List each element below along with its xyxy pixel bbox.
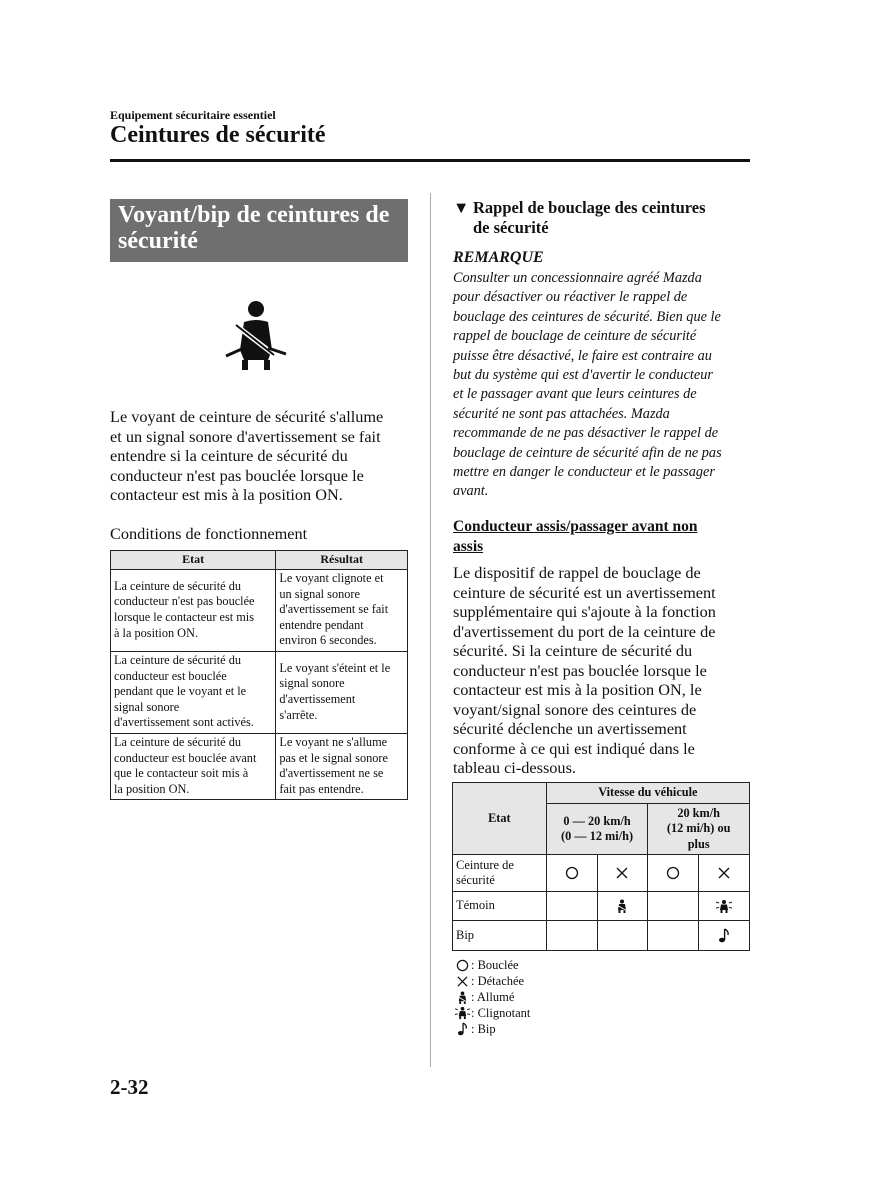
legend-label-clignotant: : Clignotant [471,1006,531,1020]
music-note-icon [453,1022,471,1036]
resultat-cell [276,570,408,652]
sub-heading [453,517,753,556]
remarque-line: Consulter un concessionnaire agréé Mazda [453,270,702,286]
resultat-cell [276,733,408,799]
cell-line: environ 6 secondes. [279,633,377,648]
para-line: ceinture de sécurité est un avertissement [453,582,716,602]
right-heading-line1: Rappel de bouclage des ceintures [473,198,706,217]
cell-line: La ceinture de sécurité du [114,652,242,667]
legend-label-boucle: : Bouclée [471,958,519,972]
sym-cell [648,892,699,921]
seatbelt-lit-icon [453,991,471,1004]
row-label-line: sécurité [456,873,495,887]
section-title-box [110,199,408,262]
speed2-line: (12 mi/h) ou [666,821,731,836]
sym-cell [699,855,750,892]
speed1-line: 0 — 20 km/h [563,813,631,828]
para-line: voyant/signal sonore des ceintures de [453,699,697,719]
sym-cell [699,921,750,951]
sym-cell [648,855,699,892]
intro-line: conducteur n'est pas bouclée lorsque le [110,465,364,485]
page-number: 2-32 [110,1075,149,1099]
cell-line: signal sonore [114,699,180,714]
cell-line: entendre pendant [279,617,364,632]
cross-unbuckled-icon [453,975,471,988]
speed2-line: 20 km/h [677,805,721,820]
etat-cell [111,570,276,652]
table-header-row [111,551,408,570]
speed2-line: plus [687,836,710,851]
speed-etat-header: Etat [453,783,547,855]
remarque-line: rappel de bouclage de ceinture de sécurité [453,328,697,345]
seatbelt-lit-icon [616,899,628,913]
remarque-line: but du système qui est d'avertir le conducteur [453,367,713,384]
cell-line: Le voyant clignote et [279,571,384,585]
legend-row [453,989,530,1005]
right-heading-line2: de sécurité [473,218,549,237]
intro-line: et un signal sonore d'avertissement se fait [110,426,381,446]
resultat-header: Résultat [276,551,408,570]
sym-cell [597,855,648,892]
seatbelt-blinking-icon [453,1006,471,1020]
etat-header: Etat [111,551,276,570]
circle-buckled-icon [666,866,680,880]
legend-label-allume: : Allumé [471,990,515,1004]
legend [453,957,530,1037]
column-divider [430,193,431,1067]
cross-unbuckled-icon [717,866,731,880]
remarque-line: puisse être désactivé, le faire est contraire au [453,347,712,364]
para-line: sécurité déclenche un avertissement [453,719,687,738]
speed1-line: (0 — 12 mi/h) [561,829,634,843]
para-line: conducteur n'est pas bouclée lorsque le [453,660,707,680]
sub-heading-line1: Conducteur assis/passager avant non [453,518,698,535]
table-row [111,651,408,733]
section-title-line1: Voyant/bip de ceintures de [118,202,390,228]
music-note-icon [718,928,730,943]
cell-line: s'arrête. [279,707,318,722]
cell-line: La ceinture de sécurité du [114,578,242,593]
cell-line: d'avertissement sont activés. [114,715,254,730]
row-label-line: Ceinture de [456,857,514,872]
row-label-ceinture [453,855,547,892]
legend-label-detache: : Détachée [471,974,525,988]
remarque-line: pour désactiver ou réactiver le rappel de [453,289,688,306]
right-heading [453,198,753,238]
etat-cell [111,651,276,733]
etat-cell [111,733,276,799]
para-line: contacteur est mis à la position ON, le [453,680,702,699]
sym-cell [648,921,699,951]
cell-line: d'avertissement ne se [279,766,384,781]
row-label-bip: Bip [453,921,547,951]
remarque-line: avant. [453,483,489,500]
para-line: tableau ci-dessous. [453,758,576,777]
triangle-down-icon: ▼ [453,198,470,217]
sym-cell [546,855,597,892]
sym-cell [699,892,750,921]
header-section-label: Equipement sécuritaire essentiel [110,108,276,122]
legend-row [453,957,530,973]
remarque-line: sécurité ne sont pas attachées. Mazda [453,405,670,422]
cell-line: conducteur n'est pas bouclée [114,594,255,609]
table-row [111,733,408,799]
table-row [111,570,408,652]
remarque-text [453,269,753,502]
intro-paragraph [110,407,410,505]
seatbelt-warning-icon [222,298,288,370]
cell-line: à la position ON. [114,625,199,640]
cell-line: pendant que le voyant et le [114,684,247,699]
para-line: conforme à ce qui est indiqué dans le [453,738,695,758]
cell-line: un signal sonore [279,586,360,601]
cell-line: Le voyant s'éteint et le [279,660,391,675]
seatbelt-blinking-icon [716,899,732,914]
sub-heading-line2: assis [453,537,484,555]
conditions-table [110,550,408,800]
remarque-line: mettre en danger le conducteur et le passager [453,464,715,481]
sym-cell [597,892,648,921]
cell-line: la position ON. [114,781,190,796]
intro-line: entendre si la ceinture de sécurité du [110,446,348,465]
para-line: Le dispositif de rappel de bouclage de [453,563,701,582]
intro-line: Le voyant de ceinture de sécurité s'allume [110,407,384,426]
sym-cell [546,921,597,951]
cell-line: que le contacteur soit mis à [114,766,249,781]
table-row [453,855,750,892]
sym-cell [546,892,597,921]
cell-line: conducteur est bouclée [114,668,227,683]
table-row [453,892,750,921]
speed-table-header-row [453,783,750,804]
intro-line: contacteur est mis à la position ON. [110,485,343,504]
legend-label-bip: : Bip [471,1022,496,1036]
cell-line: fait pas entendre. [279,781,364,796]
circle-buckled-icon [565,866,579,880]
legend-row [453,1021,530,1037]
cell-line: lorsque le contacteur est mis [114,609,255,624]
row-label-temoin: Témoin [453,892,547,921]
remarque-line: et le passager avant que leurs ceintures de [453,386,697,403]
page-title: Ceintures de sécurité [110,122,326,148]
para-line: sécurité. Si la ceinture de sécurité du [453,641,693,660]
cell-line: pas et le signal sonore [279,750,388,765]
sym-cell [597,921,648,951]
cell-line: conducteur est bouclée avant [114,750,257,765]
speed-table [452,782,750,951]
para-line: d'avertissement du port de la ceinture de [453,621,716,641]
legend-row [453,973,530,989]
cell-line: signal sonore [279,676,345,691]
legend-row [453,1005,530,1021]
header-rule [110,159,750,162]
speed-range-1-header [546,804,648,855]
remarque-line: recommande de ne pas désactiver le rappel de [453,425,719,442]
conditions-label: Conditions de fonctionnement [110,524,308,543]
table-row [453,921,750,951]
right-paragraph [453,563,753,778]
resultat-cell [276,651,408,733]
vitesse-header: Vitesse du véhicule [546,783,749,804]
cell-line: La ceinture de sécurité du [114,734,242,749]
section-title-line2: sécurité [118,228,198,254]
cell-line: d'avertissement se fait [279,602,389,617]
cross-unbuckled-icon [615,866,629,880]
remarque-line: bouclage de ceinture de sécurité afin de ne pas [453,444,722,461]
remarque-line: bouclage des ceintures de sécurité. Bien que le [453,308,721,325]
cell-line: Le voyant ne s'allume [279,734,388,749]
para-line: supplémentaire qui s'ajoute à la fonction [453,602,716,621]
speed-range-2-header [648,804,750,855]
cell-line: d'avertissement [279,691,356,706]
remarque-title: REMARQUE [453,249,544,266]
circle-buckled-icon [453,959,471,972]
